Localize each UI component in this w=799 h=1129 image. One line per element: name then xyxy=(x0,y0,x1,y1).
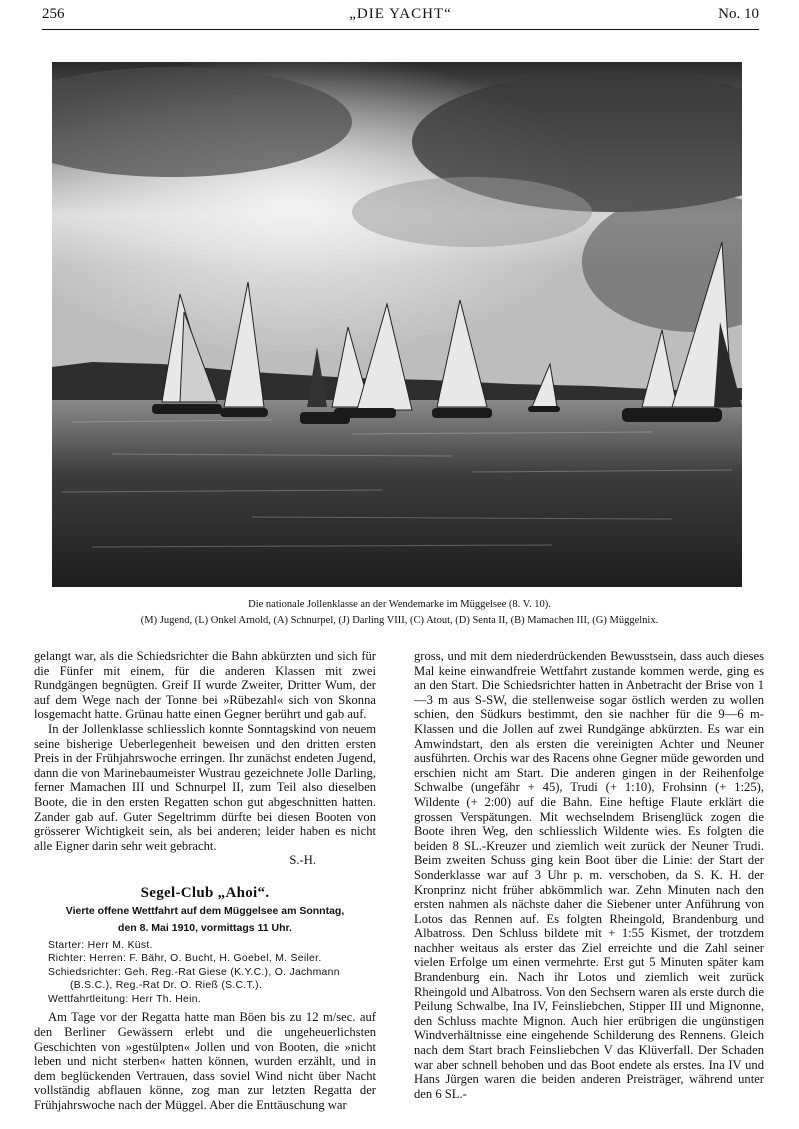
club-subheading: Vierte offene Wettfahrt auf dem Müggelsee am Sonntag, xyxy=(65,904,345,917)
header-rule xyxy=(42,29,759,30)
club-subheading-date: den 8. Mai 1910, vormittags 11 Uhr. xyxy=(118,921,292,934)
page-header xyxy=(42,6,759,30)
paragraph: In der Jollenklasse schliesslich konnte Sonntagskind von neuem seine bisherige Ueberlegenheit beweisen und den dritten ersten Preis in der Frühjahrswoche erringen. Ihr zunächst endeten Jugend, dann die von Marinebaumeister Wustrau gezeichnete Jolle Darling, ferner Mamachen III und Schnurpel II, zum Teil also dieselben Boote, die in den ersten Regatten schon gut abgeschnitten hatten. Zander gab auf. Guter Segeltrimm dürfte bei diesen Booten von grösserer Wichtigkeit sein, als bei anderen; leider haben es nicht alle Eigner darin sehr weit gebracht. xyxy=(34,721,376,853)
issue-number: No. 10 xyxy=(718,6,759,22)
journal-title: „DIE YACHT“ xyxy=(349,6,452,22)
club-heading: Segel-Club „Ahoi“. xyxy=(140,884,270,901)
right-column xyxy=(414,649,764,1101)
schiedsrichter-line-cont: (B.S.C.), Reg.-Rat Dr. O. Rieß (S.C.T.). xyxy=(70,980,263,992)
starter-line: Starter: Herr M. Küst. xyxy=(48,939,153,951)
author-signature: S.-H. xyxy=(289,853,316,868)
photo-caption-title: Die nationale Jollenklasse an der Wendemarke im Müggelsee (8. V. 10). xyxy=(248,599,551,610)
left-column xyxy=(34,649,376,1113)
paragraph: gross, und mit dem niederdrückenden Bewusstsein, dass auch dieses Mal keine einwandfreie Wettfahrt zustande kommen werde, ging es an den Start. Die Schiedsrichter hatten in Anbetracht der Brise von 1—3 m aus S-SW, die stellenweise sogar östlich werden zu wollen schien, den Südkurs bestimmt, den sie nachher für die 9—6 m-Klassen und die Jollen auf zwei Rundgänge abkürzten. Es war ein Amwindstart, den als ersten die vereinigten Achter und Neuner ausführten. Orchis war des Racens ohne Gegner müde geworden und erschien nicht am Start. Die anderen gingen in der Reihenfolge Schwalbe (ungefähr + 45), Trudi (+ 1:10), Frohsinn (+ 1:25), Wildente (+ 2:00) auf die Bahn. Eine heftige Flaute erklärt die grossen Verspätungen. Mit wechselndem Brisenglück zogen die Boote ihren Weg, den schliesslich Wildente wies. Es folgten die beiden 8 SL.-Kreuzer und ziemlich weit zurück der Neuner Trudi. Beim zweiten Schuss ging kein Boot über die Linie: der Start der Sonderklasse war auf 3 Uhr p. m. verschoben, da S. K. H. der Kronprinz nicht früher abkömmlich war. Zehn Minuten nach den ersten nahmen als nächste daher die Siebener unter Anführung von Lotos das Rennen auf. Es folgten Rheingold, Brandenburg und Albatross. Den Schluss bildete mit + 1:55 Kismet, der trotzdem nachher weitaus als erster das Ziel erreichte und die Zahl seiner vielen Erfolge um einen vermehrte. Erst gut 5 Minuten später kam Brandenburg ein. Nach ihr Lotos und ziemlich weit zurück Rheingold und Albatross. Von den Sechsern waren als erste durch die Peilung Schwalbe, Ina IV, Feinsliebchen, Stipper III und Mignonne, den Schluss machte Mignon. Auch hier erübrigen die ungünstigen Windverhältnisse eine eingehende Schilderung des Rennens. Gleich nach dem Start brach Feinsliebchen V das Klüverfall. Der Schaden war aber schnell behoben und das Boot endete als erstes. Ina IV und Hans Jürgen waren die beiden anderen Preisträger, während unter den 6 SL.- xyxy=(414,649,764,1101)
schiedsrichter-line: Schiedsrichter: Geh. Reg.-Rat Giese (K.Y.C.), O. Jachmann xyxy=(48,966,340,978)
paragraph: gelangt war, als die Schiedsrichter die Bahn abkürzten und sich für die Fünfer mit einem, für die anderen Klassen mit zwei Rundgängen begnügten. Greif II wurde Zweiter, Dritter Wum, der auf dem Wege nach der Tonne bei »Rübezahl« sich von Skonna losgemacht hatte. Grünau hatte einen Gegner berührt und gab auf. xyxy=(34,649,376,722)
richter-line: Richter: Herren: F. Bähr, O. Bucht, H. Goebel, M. Seiler. xyxy=(48,953,322,965)
paragraph: Am Tage vor der Regatta hatte man Böen bis zu 12 m/sec. auf den Berliner Gewässern erlebt und die ungeheuerlichsten Geschichten von »gestülpten« Jollen und von Booten, die »nicht leben und nicht sterben« hatten können, wurden erzählt, und in dem beglückenden Vertrauen, dass soviel Wind nicht über Nacht vollständig abflauen könne, zog man zur letzten Regatta der Frühjahrswoche nach der Müggel. Aber die Enttäuschung war xyxy=(34,1010,376,1113)
sailboats-photo xyxy=(52,62,742,587)
photo-caption-legend: (M) Jugend, (L) Onkel Arnold, (A) Schnurpel, (J) Darling VIII, (C) Atout, (D) Senta II, (B) Mamachen III, (G) Müggelnix. xyxy=(140,615,659,626)
wettfahrtleitung-line: Wettfahrtleitung: Herr Th. Hein. xyxy=(48,993,202,1005)
page-number: 256 xyxy=(42,6,65,22)
